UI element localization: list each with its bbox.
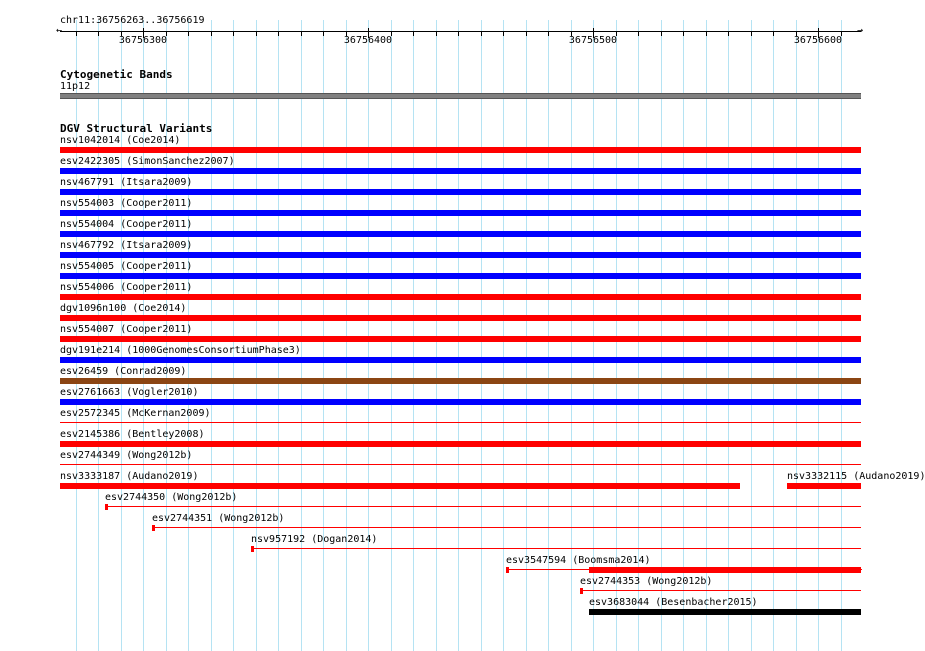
ruler-tick [481, 31, 482, 36]
dgv-variant-bar[interactable] [60, 273, 861, 279]
dgv-variant-bar[interactable] [60, 147, 861, 153]
dgv-variant-bar[interactable] [60, 378, 861, 384]
ruler-tick [211, 31, 212, 36]
feature-label[interactable]: nsv3332115 (Audano2019) [787, 471, 925, 482]
feature-label[interactable]: nsv467791 (Itsara2009) [60, 177, 193, 188]
dgv-variant-bar[interactable] [60, 189, 861, 195]
feature-label[interactable]: nsv554003 (Cooper2011) [60, 198, 193, 209]
ruler-tick [413, 31, 414, 36]
ruler-tick [638, 31, 639, 36]
dgv-variant-line[interactable] [251, 548, 861, 549]
cytobands-track-title: Cytogenetic Bands [60, 68, 173, 81]
feature-label[interactable]: dgv191e214 (1000GenomesConsortiumPhase3) [60, 345, 301, 356]
feature-label[interactable]: esv2145386 (Bentley2008) [60, 429, 205, 440]
ruler-tick [188, 31, 189, 36]
feature-label[interactable]: esv3683044 (Besenbacher2015) [589, 597, 758, 608]
ruler-tick [436, 31, 437, 36]
dgv-variant-bar[interactable] [589, 567, 861, 573]
dgv-variant-line[interactable] [152, 527, 861, 528]
feature-label[interactable]: nsv1042014 (Coe2014) [60, 135, 181, 146]
dgv-variant-marker[interactable] [580, 588, 583, 594]
ruler-tick-label: 36756500 [568, 35, 618, 46]
feature-label[interactable]: nsv467792 (Itsara2009) [60, 240, 193, 251]
feature-label[interactable]: nsv554007 (Cooper2011) [60, 324, 193, 335]
feature-label[interactable]: esv2744350 (Wong2012b) [105, 492, 238, 503]
ruler-tick-label: 36756400 [343, 35, 393, 46]
feature-label[interactable]: nsv554004 (Cooper2011) [60, 219, 193, 230]
ruler-tick [773, 31, 774, 36]
ruler-tick [526, 31, 527, 36]
dgv-variant-marker[interactable] [251, 546, 254, 552]
dgv-variant-bar[interactable] [589, 609, 861, 615]
dgv-variant-bar[interactable] [60, 252, 861, 258]
dgv-variant-marker[interactable] [506, 567, 509, 573]
dgv-variant-marker[interactable] [152, 525, 155, 531]
feature-label[interactable]: nsv554005 (Cooper2011) [60, 261, 193, 272]
ruler-tick [233, 31, 234, 36]
ruler-tick [76, 31, 77, 36]
feature-label[interactable]: nsv3333187 (Audano2019) [60, 471, 199, 482]
dgv-variant-bar[interactable] [60, 441, 861, 447]
ruler-tick [548, 31, 549, 36]
dgv-variant-bar[interactable] [60, 231, 861, 237]
ruler-tick [256, 31, 257, 36]
ruler-tick [98, 31, 99, 36]
ruler-tick [661, 31, 662, 36]
ruler-left-arrow: ← [56, 25, 63, 36]
ruler-tick [458, 31, 459, 36]
ruler-tick [683, 31, 684, 36]
ruler-tick [728, 31, 729, 36]
feature-label[interactable]: esv2744351 (Wong2012b) [152, 513, 285, 524]
region-label: chr11:36756263..36756619 [60, 15, 205, 26]
ruler-tick-label: 36756600 [793, 35, 843, 46]
dgv-variant-bar[interactable] [60, 210, 861, 216]
feature-label[interactable]: esv2744353 (Wong2012b) [580, 576, 713, 587]
dgv-variant-marker[interactable] [105, 504, 108, 510]
dgv-variant-line[interactable] [580, 590, 861, 591]
dgv-variant-line[interactable] [105, 506, 861, 507]
dgv-variant-bar[interactable] [60, 357, 861, 363]
ruler-tick [278, 31, 279, 36]
ruler-tick [706, 31, 707, 36]
feature-label[interactable]: esv2572345 (McKernan2009) [60, 408, 211, 419]
dgv-variant-bar[interactable] [787, 483, 861, 489]
cytoband-label: 11p12 [60, 81, 91, 92]
feature-label[interactable]: dgv1096n100 (Coe2014) [60, 303, 187, 314]
feature-label[interactable]: esv2422305 (SimonSanchez2007) [60, 156, 235, 167]
feature-label[interactable]: nsv957192 (Dogan2014) [251, 534, 378, 545]
ruler-tick [503, 31, 504, 36]
dgv-track-title: DGV Structural Variants [60, 122, 213, 135]
feature-label[interactable]: esv2744349 (Wong2012b) [60, 450, 193, 461]
ruler-tick-label: 36756300 [118, 35, 168, 46]
dgv-variant-bar[interactable] [60, 294, 861, 300]
feature-label[interactable]: esv2761663 (Vogler2010) [60, 387, 199, 398]
dgv-variant-line[interactable] [60, 464, 861, 465]
ruler-tick [751, 31, 752, 36]
dgv-variant-bar[interactable] [60, 336, 861, 342]
ruler-tick [323, 31, 324, 36]
dgv-variant-line[interactable] [60, 422, 861, 423]
dgv-variant-bar[interactable] [60, 399, 861, 405]
feature-label[interactable]: esv3547594 (Boomsma2014) [506, 555, 651, 566]
dgv-variant-bar[interactable] [60, 483, 740, 489]
dgv-variant-bar[interactable] [60, 168, 861, 174]
ruler-axis [60, 31, 861, 32]
feature-label[interactable]: nsv554006 (Cooper2011) [60, 282, 193, 293]
dgv-variant-bar[interactable] [60, 315, 861, 321]
feature-label[interactable]: esv26459 (Conrad2009) [60, 366, 187, 377]
cytoband-bar[interactable] [60, 93, 861, 99]
ruler-tick [301, 31, 302, 36]
ruler-right-arrow: → [857, 25, 864, 36]
